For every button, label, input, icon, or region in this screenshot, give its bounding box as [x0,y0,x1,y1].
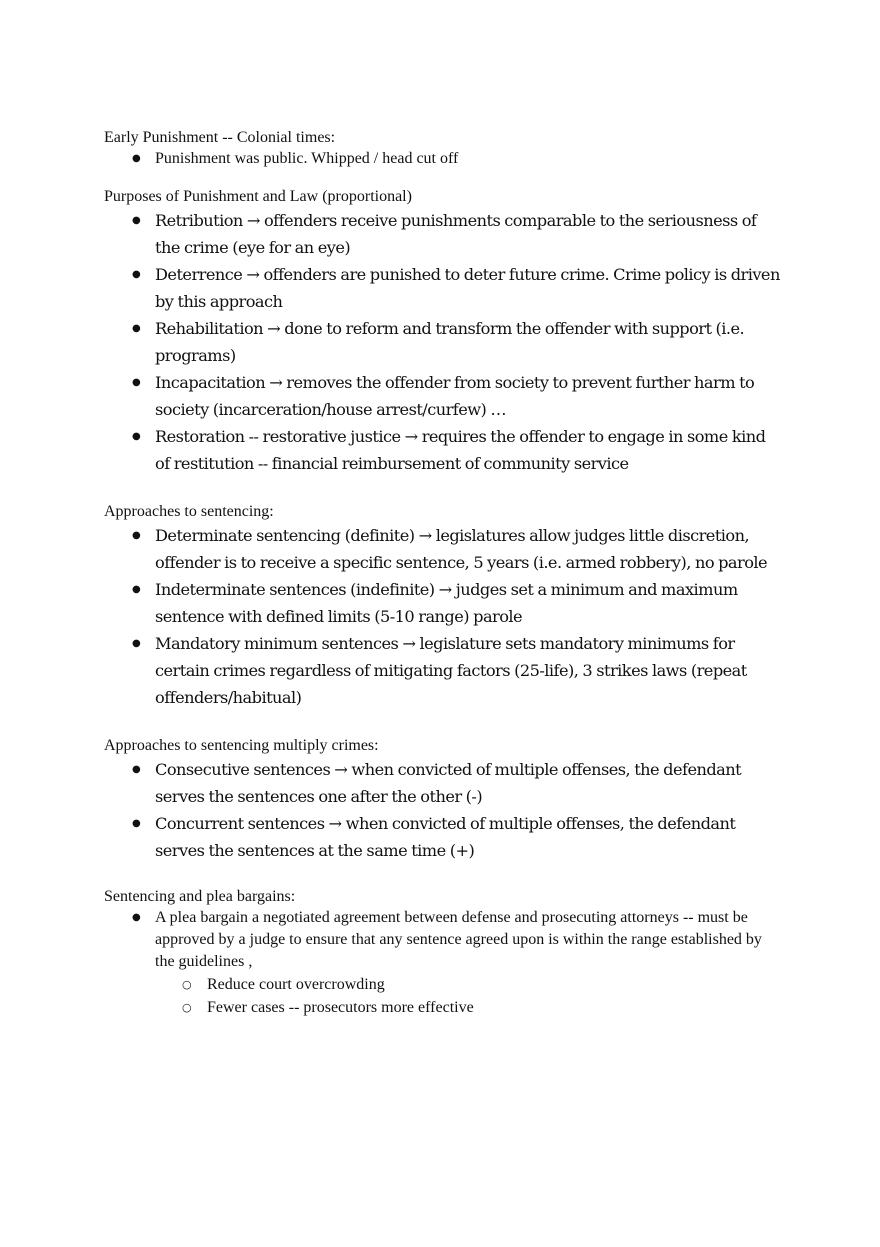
section-plea-bargains [104,886,784,1019]
list-item-text: Mandatory minimum sentences → legislature sets mandatory minimums for certain crimes regardless of mitigating factors (25-life), 3 strikes laws (repeat offenders/habitual) [155,634,747,707]
bullet-list [104,522,784,711]
sub-list-item-text: Fewer cases -- prosecutors more effective [207,999,474,1016]
list-item-text: Concurrent sentences → when convicted of multiple offenses, the defendant serves the sentences at the same time (+) [155,814,736,860]
bullet-list [104,207,784,477]
bullet-icon: ● [132,269,141,280]
bullet-icon: ● [132,764,141,775]
section-early-punishment [104,127,784,170]
section-approaches-to-sentencing [104,501,784,711]
bullet-icon: ● [132,431,141,442]
bullet-icon: ● [132,530,141,541]
list-item [104,522,784,576]
document-page [104,127,784,1019]
circle-bullet-icon: ○ [182,978,192,991]
list-item-text: A plea bargain a negotiated agreement between defense and prosecuting attorneys -- must be approved by a judge to ensure that any sentence agreed upon is within the range established by the guidelines , [155,909,762,970]
bullet-list [104,148,784,170]
section-purposes [104,186,784,477]
list-item-text: Punishment was public. Whipped / head cut off [155,150,459,167]
list-item [104,423,784,477]
bullet-icon: ● [132,323,141,334]
section-heading: Approaches to sentencing: [104,503,274,520]
section-heading: Sentencing and plea bargains: [104,888,296,905]
list-item [104,907,784,1019]
section-heading: Purposes of Punishment and Law (proportional) [104,188,412,205]
sub-list-item [155,973,784,996]
list-item-text: Determinate sentencing (definite) → legislatures allow judges little discretion, offender is to receive a specific sentence, 5 years (i.e. armed robbery), no parole [155,526,768,572]
sub-bullet-list [155,973,784,1019]
sub-list-item-text: Reduce court overcrowding [207,976,385,993]
list-item [104,261,784,315]
list-item [104,810,784,864]
bullet-list [104,907,784,1019]
sub-list-item [155,996,784,1019]
list-item [104,756,784,810]
list-item [104,315,784,369]
section-multiple-crimes [104,735,784,864]
bullet-icon: ● [132,584,141,595]
list-item-text: Restoration -- restorative justice → requires the offender to engage in some kind of restitution -- financial reimbursement of community service [155,427,766,473]
list-item-text: Consecutive sentences → when convicted of multiple offenses, the defendant serves the sentences one after the other (-) [155,760,742,806]
list-item [104,630,784,711]
bullet-list [104,756,784,864]
section-heading: Early Punishment -- Colonial times: [104,129,336,146]
list-item-text: Rehabilitation → done to reform and transform the offender with support (i.e. programs) [155,319,745,365]
list-item-text: Retribution → offenders receive punishments comparable to the seriousness of the crime (eye for an eye) [155,211,757,257]
bullet-icon: ● [132,377,141,388]
bullet-icon: ● [132,215,141,226]
list-item [104,207,784,261]
list-item [104,148,784,170]
list-item-text: Incapacitation → removes the offender from society to prevent further harm to society (incarceration/house arrest/curfew) … [155,373,755,419]
list-item-text: Deterrence → offenders are punished to deter future crime. Crime policy is driven by this approach [155,265,780,311]
bullet-icon: ● [132,818,141,829]
section-heading: Approaches to sentencing multiply crimes: [104,737,379,754]
list-item [104,576,784,630]
list-item-text: Indeterminate sentences (indefinite) → judges set a minimum and maximum sentence with defined limits (5-10 range) parole [155,580,738,626]
bullet-icon: ● [132,638,141,649]
bullet-icon: ● [132,912,141,923]
bullet-icon: ● [132,153,141,164]
list-item [104,369,784,423]
circle-bullet-icon: ○ [182,1001,192,1014]
